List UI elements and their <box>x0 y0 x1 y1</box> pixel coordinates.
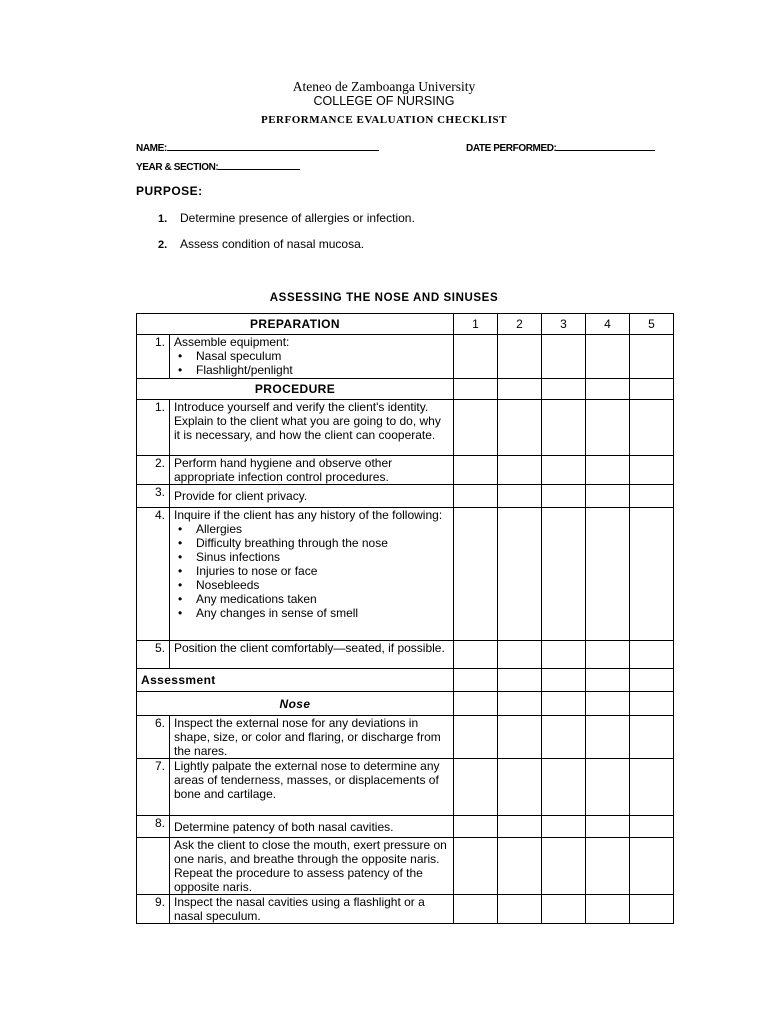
score-cell[interactable] <box>630 716 674 759</box>
bullet-item: • Difficulty breathing through the nose <box>174 536 449 550</box>
name-label: NAME: <box>136 143 167 154</box>
checklist-title: ASSESSING THE NOSE AND SINUSES <box>269 292 499 304</box>
score-cell[interactable] <box>630 838 674 895</box>
step-number: 9. <box>137 895 170 924</box>
name-underline[interactable] <box>167 141 379 151</box>
step-text <box>170 508 454 641</box>
score-cell[interactable] <box>542 335 586 379</box>
nose-row <box>137 692 674 716</box>
table-row <box>137 485 674 508</box>
score-cell[interactable] <box>454 508 498 641</box>
bullet-list <box>174 349 449 377</box>
university-name: Ateneo de Zamboanga University <box>292 79 476 94</box>
score-header-3: 3 <box>542 314 586 335</box>
college-name: COLLEGE OF NURSING <box>313 94 455 108</box>
bullet-item: • Any medications taken <box>174 592 449 606</box>
score-cell[interactable] <box>542 485 586 508</box>
year-section-label: YEAR & SECTION: <box>136 162 219 173</box>
assessment-row <box>137 669 674 692</box>
score-cell[interactable] <box>586 716 630 759</box>
score-cell[interactable] <box>454 816 498 838</box>
score-cell[interactable] <box>542 641 586 669</box>
score-cell[interactable] <box>630 895 674 924</box>
score-cell[interactable] <box>498 485 542 508</box>
date-performed-label: DATE PERFORMED: <box>466 143 557 154</box>
step-number: 4. <box>137 508 170 641</box>
preparation-header: PREPARATION <box>137 314 454 335</box>
score-cell[interactable] <box>586 508 630 641</box>
score-cell[interactable] <box>498 508 542 641</box>
step-text: Perform hand hygiene and observe other appropriate infection control procedures. <box>170 456 454 485</box>
score-cell[interactable] <box>542 716 586 759</box>
bullet-item: • Nasal speculum <box>174 349 449 363</box>
score-cell[interactable] <box>542 838 586 895</box>
score-cell[interactable] <box>498 716 542 759</box>
score-cell[interactable] <box>586 641 630 669</box>
date-performed-underline[interactable] <box>556 141 655 151</box>
score-cell[interactable] <box>586 335 630 379</box>
score-cell[interactable] <box>454 485 498 508</box>
step-number: 1. <box>137 400 170 456</box>
score-cell[interactable] <box>630 485 674 508</box>
step-number: 2. <box>137 456 170 485</box>
bullet-list <box>174 522 449 620</box>
score-cell <box>498 692 542 716</box>
bullet-item: • Injuries to nose or face <box>174 564 449 578</box>
step-text: Inspect the external nose for any deviations in shape, size, or color and flaring, or discharge from the nares. <box>170 716 454 759</box>
score-cell[interactable] <box>542 816 586 838</box>
purpose-item-number: 1. <box>158 213 168 225</box>
score-cell[interactable] <box>586 759 630 816</box>
score-cell[interactable] <box>586 816 630 838</box>
score-cell[interactable] <box>542 508 586 641</box>
step-number: 5. <box>137 641 170 669</box>
score-cell[interactable] <box>630 816 674 838</box>
score-cell[interactable] <box>498 759 542 816</box>
score-cell[interactable] <box>454 716 498 759</box>
step-text: Position the client comfortably—seated, if possible. <box>170 641 454 669</box>
table-row <box>137 400 674 456</box>
score-cell[interactable] <box>498 335 542 379</box>
score-cell <box>630 692 674 716</box>
purpose-item-text: Determine presence of allergies or infection. <box>180 211 415 225</box>
nose-header: Nose <box>137 692 454 716</box>
step-number: 1. <box>137 335 170 379</box>
score-cell <box>586 379 630 400</box>
score-header-1: 1 <box>454 314 498 335</box>
header-row <box>137 314 674 335</box>
score-cell[interactable] <box>630 508 674 641</box>
step-number <box>137 838 170 895</box>
score-cell[interactable] <box>498 400 542 456</box>
step-description: Inquire if the client has any history of the following: <box>174 508 443 522</box>
bullet-item: • Flashlight/penlight <box>174 363 449 377</box>
table-row <box>137 456 674 485</box>
score-cell[interactable] <box>630 641 674 669</box>
score-cell[interactable] <box>630 400 674 456</box>
score-cell[interactable] <box>586 400 630 456</box>
table-row <box>137 895 674 924</box>
score-cell[interactable] <box>454 838 498 895</box>
score-cell <box>586 669 630 692</box>
purpose-item-text: Assess condition of nasal mucosa. <box>180 237 365 251</box>
assessment-header: Assessment <box>137 669 454 692</box>
score-cell[interactable] <box>498 838 542 895</box>
score-cell[interactable] <box>454 641 498 669</box>
score-cell[interactable] <box>630 759 674 816</box>
score-cell[interactable] <box>542 456 586 485</box>
procedure-header-row <box>137 379 674 400</box>
bullet-item: • Nosebleeds <box>174 578 449 592</box>
score-cell <box>630 669 674 692</box>
score-cell[interactable] <box>586 485 630 508</box>
score-cell[interactable] <box>498 641 542 669</box>
score-cell[interactable] <box>454 759 498 816</box>
step-number: 6. <box>137 716 170 759</box>
step-text: Lightly palpate the external nose to determine any areas of tenderness, masses, or displacements of bone and cartilage. <box>170 759 454 816</box>
table-row <box>137 816 674 838</box>
score-cell <box>630 379 674 400</box>
step-text: Inspect the nasal cavities using a flashlight or a nasal speculum. <box>170 895 454 924</box>
purpose-item-number: 2. <box>158 239 168 251</box>
step-text <box>170 335 454 379</box>
score-cell[interactable] <box>630 456 674 485</box>
table-row <box>137 335 674 379</box>
step-text: Ask the client to close the mouth, exert pressure on one naris, and breathe through the opposite naris. Repeat the procedure to assess patency of the opposite naris. <box>170 838 454 895</box>
score-cell[interactable] <box>498 456 542 485</box>
score-header-5: 5 <box>630 314 674 335</box>
table-row <box>137 641 674 669</box>
score-cell <box>542 379 586 400</box>
purpose-item <box>158 211 415 225</box>
score-cell[interactable] <box>454 895 498 924</box>
bullet-item: • Sinus infections <box>174 550 449 564</box>
purpose-item <box>158 237 364 251</box>
score-header-4: 4 <box>586 314 630 335</box>
table-row <box>137 508 674 641</box>
procedure-header: PROCEDURE <box>137 379 454 400</box>
score-cell[interactable] <box>454 400 498 456</box>
score-cell[interactable] <box>498 895 542 924</box>
score-cell <box>586 692 630 716</box>
year-section-field[interactable] <box>136 160 300 173</box>
step-number: 8. <box>137 816 170 838</box>
score-cell[interactable] <box>454 456 498 485</box>
table-row <box>137 838 674 895</box>
date-performed-field[interactable] <box>466 141 655 154</box>
score-cell[interactable] <box>586 456 630 485</box>
score-cell[interactable] <box>542 400 586 456</box>
bullet-item: • Any changes in sense of smell <box>174 606 449 620</box>
purpose-heading: PURPOSE: <box>136 184 203 198</box>
score-cell[interactable] <box>586 838 630 895</box>
score-cell <box>454 379 498 400</box>
year-section-underline[interactable] <box>218 160 300 170</box>
form-title: PERFORMANCE EVALUATION CHECKLIST <box>260 114 507 126</box>
table-row <box>137 716 674 759</box>
score-header-2: 2 <box>498 314 542 335</box>
score-cell <box>542 669 586 692</box>
score-cell <box>498 669 542 692</box>
name-field[interactable] <box>136 141 379 154</box>
step-number: 3. <box>137 485 170 508</box>
score-cell[interactable] <box>454 335 498 379</box>
step-number: 7. <box>137 759 170 816</box>
step-description: Assemble equipment: <box>174 335 290 349</box>
score-cell <box>454 669 498 692</box>
score-cell[interactable] <box>498 816 542 838</box>
score-cell <box>498 379 542 400</box>
step-text: Introduce yourself and verify the client's identity. Explain to the client what you are going to do, why it is necessary, and how the client can cooperate. <box>170 400 454 456</box>
score-cell <box>542 692 586 716</box>
score-cell[interactable] <box>586 895 630 924</box>
score-cell[interactable] <box>542 759 586 816</box>
score-cell[interactable] <box>630 335 674 379</box>
bullet-item: • Allergies <box>174 522 449 536</box>
score-cell <box>454 692 498 716</box>
checklist-table <box>136 313 674 924</box>
step-text: Determine patency of both nasal cavities. <box>170 816 454 838</box>
step-text: Provide for client privacy. <box>170 485 454 508</box>
score-cell[interactable] <box>542 895 586 924</box>
table-row <box>137 759 674 816</box>
